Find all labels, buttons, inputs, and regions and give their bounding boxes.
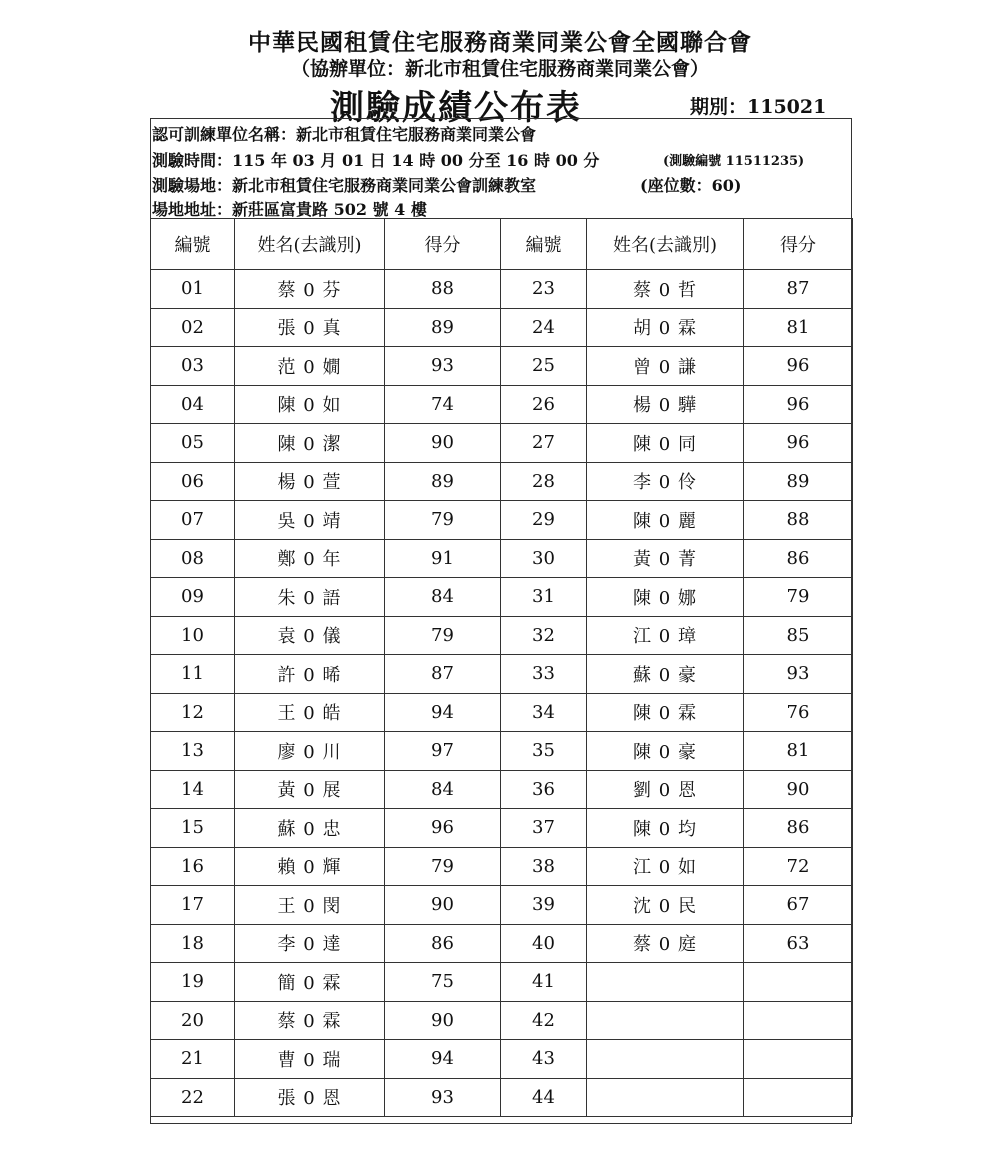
cell-number-left: 18 [151,924,235,963]
cell-score-left: 90 [385,886,501,925]
cell-score-left: 93 [385,1078,501,1117]
venue-address-line: 場地地址：新莊區富貴路 502 號 4 樓 [152,200,427,219]
cell-name-left: 鄭 0 年 [235,539,385,578]
cell-number-left: 21 [151,1040,235,1079]
cell-score-right: 72 [744,847,853,886]
table-row [151,462,853,501]
table-row [151,1001,853,1040]
table-row [151,770,853,809]
exam-time-line: 測驗時間：115 年 03 月 01 日 14 時 00 分至 16 時 00 分 [152,151,600,170]
cell-name-right [587,1040,744,1079]
cell-name-right: 劉 0 恩 [587,770,744,809]
table-header-row [151,219,853,270]
cell-score-left: 79 [385,616,501,655]
score-table [150,218,853,1117]
header-name-left: 姓名(去識別) [235,219,385,270]
cell-score-right: 87 [744,270,853,309]
cell-number-left: 22 [151,1078,235,1117]
cell-number-left: 11 [151,655,235,694]
cell-score-right: 86 [744,539,853,578]
cell-number-left: 06 [151,462,235,501]
table-row [151,424,853,463]
cell-name-left: 吳 0 靖 [235,501,385,540]
cell-number-left: 01 [151,270,235,309]
cell-name-right: 陳 0 霖 [587,693,744,732]
table-row [151,886,853,925]
cell-name-left: 曹 0 瑞 [235,1040,385,1079]
table-row [151,385,853,424]
cell-number-left: 16 [151,847,235,886]
cell-name-left: 楊 0 萱 [235,462,385,501]
cell-score-left: 97 [385,732,501,771]
cell-number-right: 24 [501,308,587,347]
table-row [151,578,853,617]
cell-name-left: 張 0 恩 [235,1078,385,1117]
cell-score-left: 79 [385,847,501,886]
cell-number-left: 02 [151,308,235,347]
cell-score-left: 93 [385,347,501,386]
cell-name-left: 蔡 0 芬 [235,270,385,309]
co-organizer-line: （協辦單位：新北市租賃住宅服務商業同業公會） [290,58,709,80]
cell-number-right: 40 [501,924,587,963]
cell-score-right: 86 [744,809,853,848]
cell-score-left: 90 [385,1001,501,1040]
table-row [151,308,853,347]
cell-name-left: 黃 0 展 [235,770,385,809]
table-row [151,501,853,540]
cell-number-left: 14 [151,770,235,809]
cell-number-left: 17 [151,886,235,925]
cell-number-left: 19 [151,963,235,1002]
cell-number-left: 09 [151,578,235,617]
cell-number-left: 15 [151,809,235,848]
cell-number-right: 31 [501,578,587,617]
table-row [151,1040,853,1079]
table-row [151,539,853,578]
cell-score-left: 84 [385,578,501,617]
cell-number-right: 38 [501,847,587,886]
cell-name-right: 黃 0 菁 [587,539,744,578]
cell-number-left: 13 [151,732,235,771]
cell-score-left: 91 [385,539,501,578]
table-row [151,847,853,886]
cell-score-left: 96 [385,809,501,848]
cell-score-right [744,1040,853,1079]
cell-name-right: 胡 0 霖 [587,308,744,347]
cell-score-right: 88 [744,501,853,540]
cell-name-right: 陳 0 娜 [587,578,744,617]
cell-number-right: 35 [501,732,587,771]
cell-number-left: 10 [151,616,235,655]
cell-number-right: 44 [501,1078,587,1117]
cell-number-right: 27 [501,424,587,463]
cell-score-left: 89 [385,462,501,501]
header-score-right: 得分 [744,219,853,270]
cell-score-right: 96 [744,385,853,424]
cell-number-right: 36 [501,770,587,809]
cell-number-right: 28 [501,462,587,501]
cell-score-right [744,1001,853,1040]
cell-score-left: 90 [385,424,501,463]
cell-score-right [744,963,853,1002]
cell-name-right: 陳 0 均 [587,809,744,848]
page-title: 測驗成績公布表 [330,88,582,128]
cell-score-right: 76 [744,693,853,732]
cell-number-left: 20 [151,1001,235,1040]
cell-number-left: 12 [151,693,235,732]
cell-number-right: 37 [501,809,587,848]
cell-name-left: 蔡 0 霖 [235,1001,385,1040]
cell-score-left: 94 [385,693,501,732]
cell-name-right: 陳 0 麗 [587,501,744,540]
cell-score-left: 89 [385,308,501,347]
organization-title: 中華民國租賃住宅服務商業同業公會全國聯合會 [248,29,752,56]
cell-number-right: 30 [501,539,587,578]
cell-score-left: 74 [385,385,501,424]
cell-number-right: 43 [501,1040,587,1079]
cell-score-left: 87 [385,655,501,694]
table-row [151,1078,853,1117]
exam-number: (測驗編號 11511235) [663,154,805,169]
cell-score-right: 81 [744,308,853,347]
cell-name-left: 朱 0 語 [235,578,385,617]
cell-score-left: 86 [385,924,501,963]
cell-number-right: 33 [501,655,587,694]
cell-number-right: 41 [501,963,587,1002]
cell-number-right: 42 [501,1001,587,1040]
cell-name-left: 許 0 晞 [235,655,385,694]
exam-venue-line: 測驗場地：新北市租賃住宅服務商業同業公會訓練教室 [152,176,537,195]
cell-score-right: 93 [744,655,853,694]
cell-score-left: 88 [385,270,501,309]
cell-name-right: 蔡 0 庭 [587,924,744,963]
cell-name-left: 袁 0 儀 [235,616,385,655]
cell-number-right: 29 [501,501,587,540]
cell-number-right: 32 [501,616,587,655]
cell-number-left: 08 [151,539,235,578]
cell-name-right: 陳 0 豪 [587,732,744,771]
cell-name-left: 廖 0 川 [235,732,385,771]
cell-number-right: 39 [501,886,587,925]
cell-number-left: 04 [151,385,235,424]
cell-name-right: 蘇 0 豪 [587,655,744,694]
cell-score-right: 90 [744,770,853,809]
cell-name-right: 江 0 如 [587,847,744,886]
cell-score-right [744,1078,853,1117]
cell-name-right: 沈 0 民 [587,886,744,925]
cell-score-left: 94 [385,1040,501,1079]
cell-name-left: 蘇 0 忠 [235,809,385,848]
cell-name-left: 張 0 真 [235,308,385,347]
header-number-right: 編號 [501,219,587,270]
period-label: 期別：115021 [690,96,827,118]
cell-name-right: 江 0 璋 [587,616,744,655]
table-row [151,616,853,655]
cell-name-left: 王 0 閔 [235,886,385,925]
cell-name-right: 李 0 伶 [587,462,744,501]
cell-name-right [587,963,744,1002]
score-table-body [151,270,853,1117]
cell-name-left: 陳 0 如 [235,385,385,424]
cell-score-left: 75 [385,963,501,1002]
cell-number-right: 34 [501,693,587,732]
table-row [151,270,853,309]
cell-score-left: 79 [385,501,501,540]
cell-name-right: 陳 0 同 [587,424,744,463]
cell-name-left: 范 0 嫺 [235,347,385,386]
table-row [151,693,853,732]
cell-name-right [587,1001,744,1040]
table-row [151,655,853,694]
cell-name-right: 楊 0 驊 [587,385,744,424]
cell-name-left: 李 0 達 [235,924,385,963]
table-row [151,924,853,963]
cell-number-left: 07 [151,501,235,540]
header-name-right: 姓名(去識別) [587,219,744,270]
cell-score-right: 67 [744,886,853,925]
cell-score-right: 89 [744,462,853,501]
cell-score-right: 96 [744,347,853,386]
cell-score-left: 84 [385,770,501,809]
cell-name-left: 陳 0 潔 [235,424,385,463]
table-row [151,732,853,771]
cell-name-right [587,1078,744,1117]
table-row [151,347,853,386]
cell-name-left: 賴 0 輝 [235,847,385,886]
cell-score-right: 96 [744,424,853,463]
cell-number-left: 03 [151,347,235,386]
cell-score-right: 79 [744,578,853,617]
cell-number-right: 25 [501,347,587,386]
cell-number-right: 23 [501,270,587,309]
cell-score-right: 63 [744,924,853,963]
cell-number-left: 05 [151,424,235,463]
cell-name-right: 蔡 0 哲 [587,270,744,309]
seat-count: (座位數：60) [640,176,742,195]
cell-name-left: 王 0 皓 [235,693,385,732]
cell-score-right: 85 [744,616,853,655]
header-score-left: 得分 [385,219,501,270]
cell-name-right: 曾 0 謙 [587,347,744,386]
cell-score-right: 81 [744,732,853,771]
training-unit-line: 認可訓練單位名稱：新北市租賃住宅服務商業同業公會 [152,125,537,144]
cell-name-left: 簡 0 霖 [235,963,385,1002]
table-row [151,809,853,848]
table-row [151,963,853,1002]
cell-number-right: 26 [501,385,587,424]
header-number-left: 編號 [151,219,235,270]
